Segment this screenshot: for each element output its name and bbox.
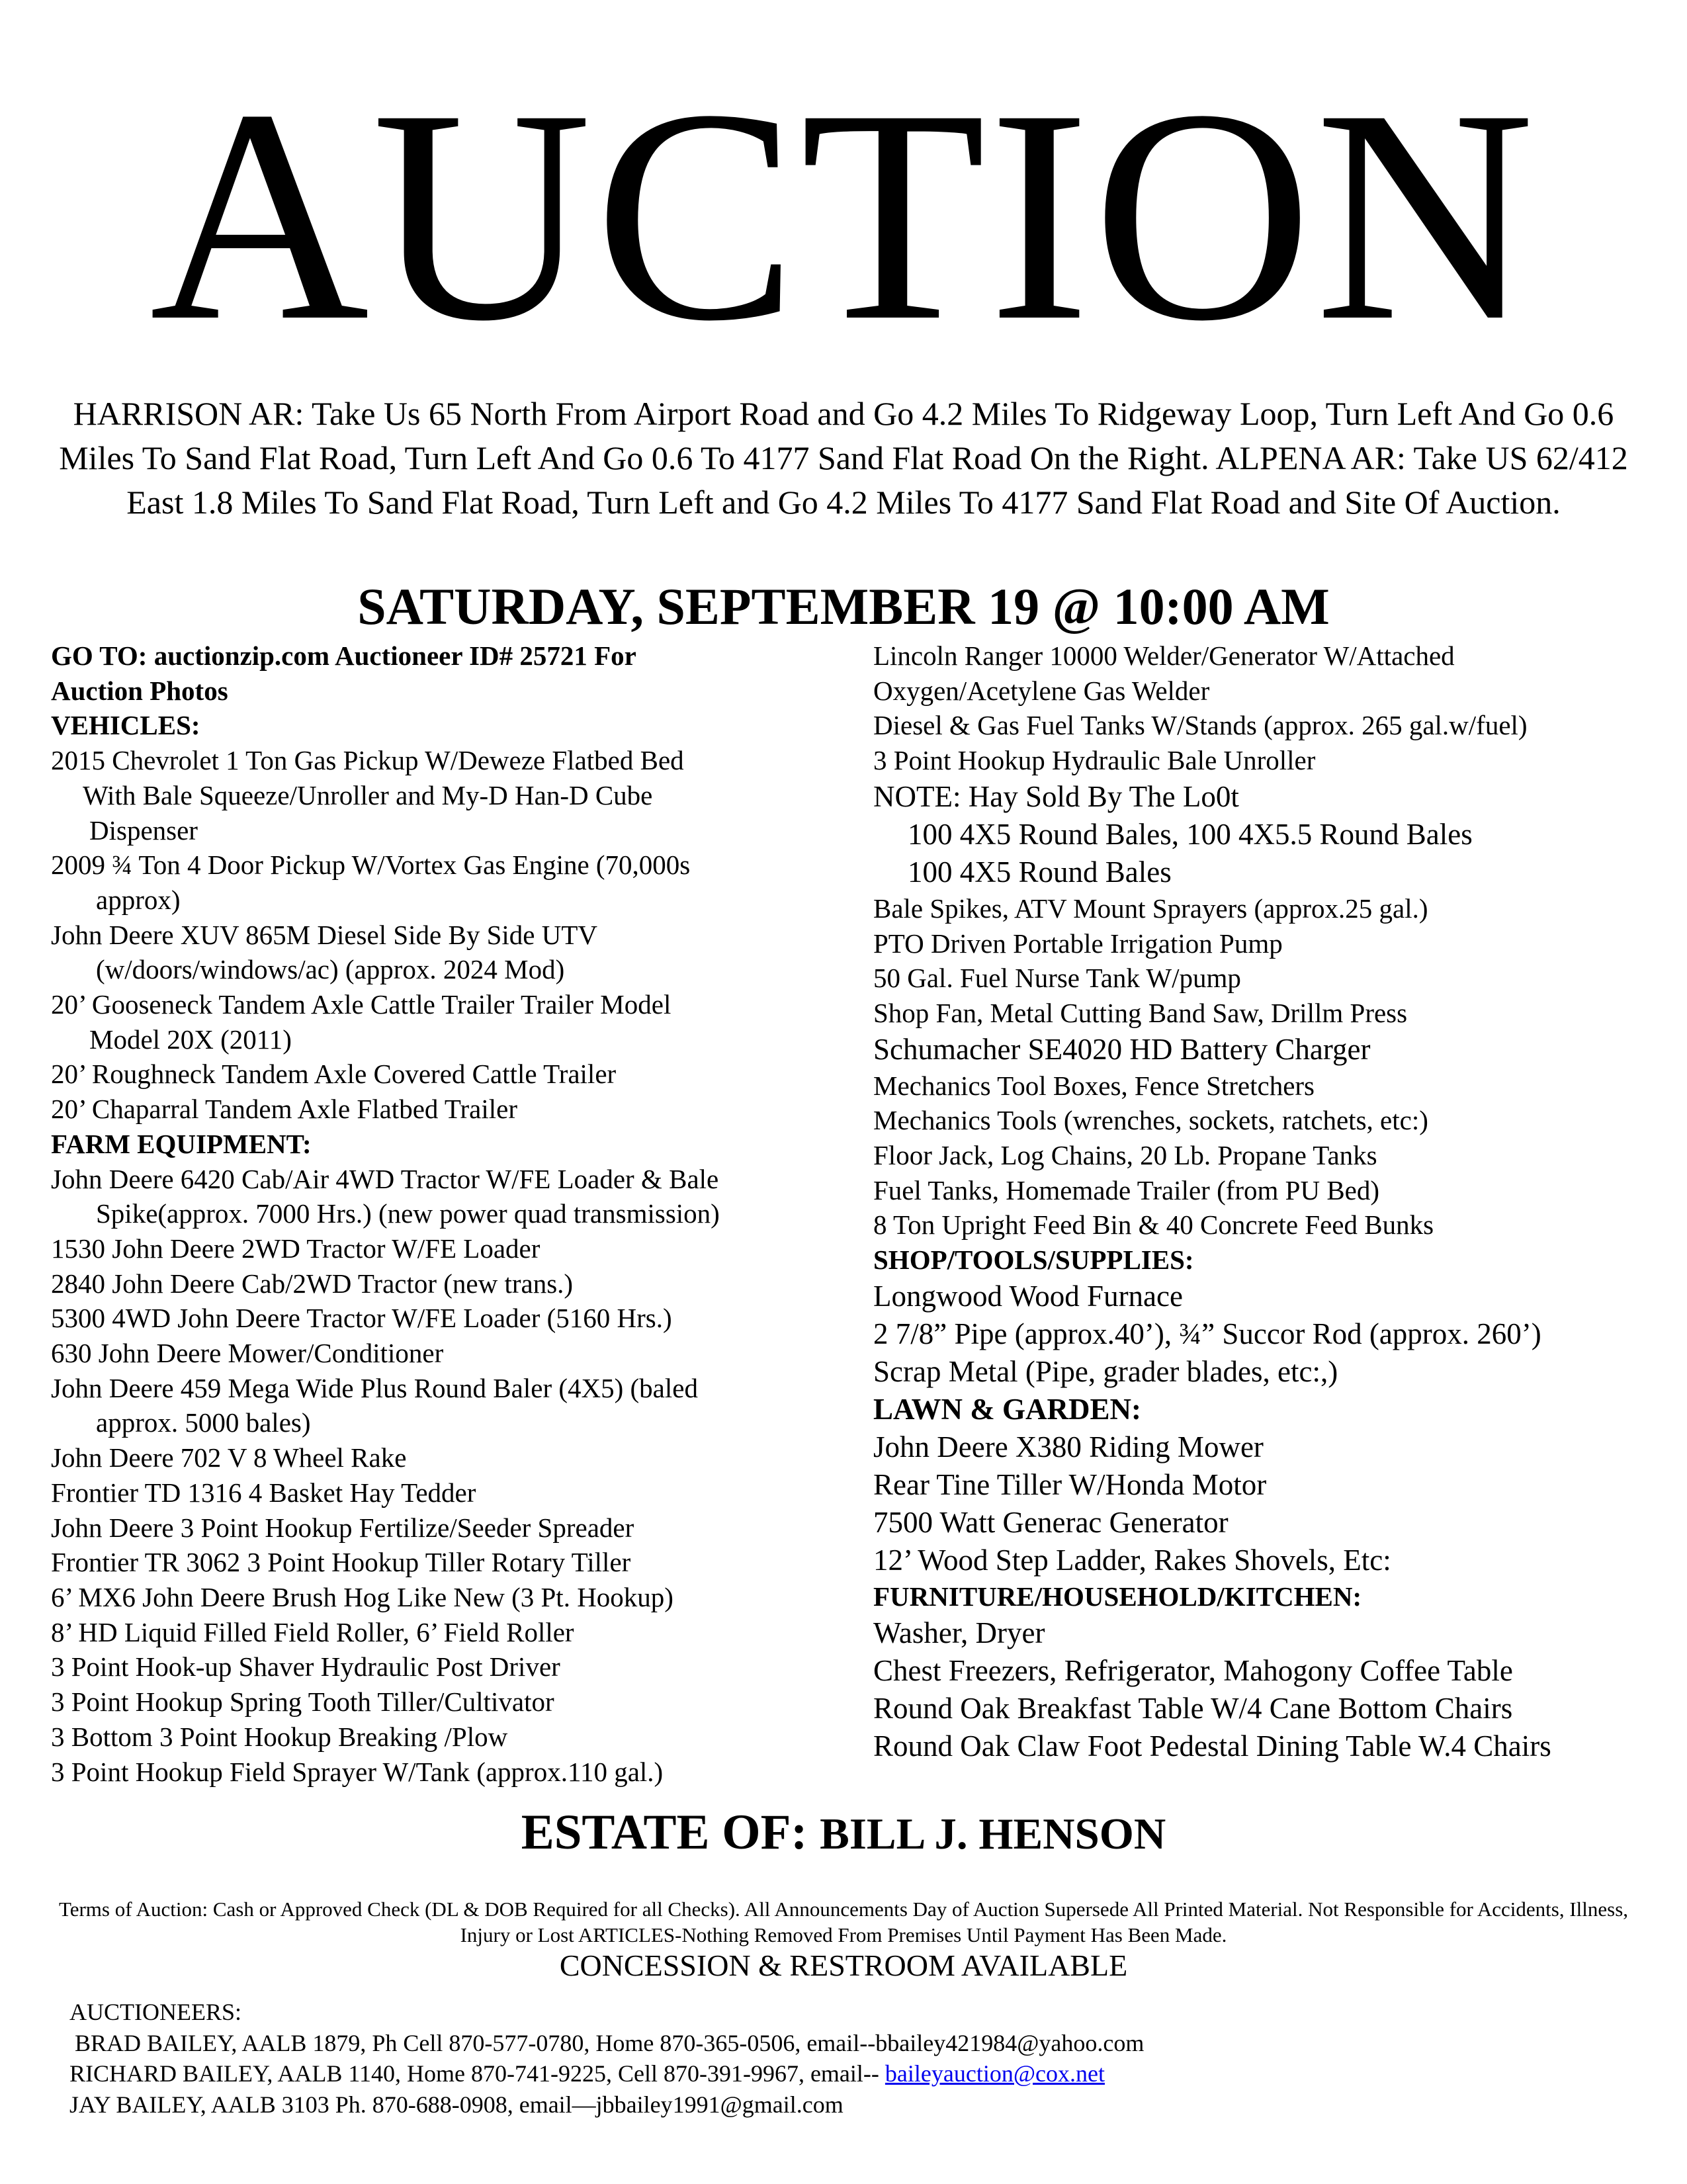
auctioneer-richard xyxy=(69,2058,1144,2089)
auction-date: SATURDAY, SEPTEMBER 19 @ 10:00 AM xyxy=(357,578,1330,635)
lawn-item: Rear Tine Tiller W/Honda Motor xyxy=(873,1467,1267,1501)
lawn-item: 7500 Watt Generac Generator xyxy=(873,1505,1229,1539)
farm-item: 2840 John Deere Cab/2WD Tractor (new trans.) xyxy=(51,1268,574,1299)
farm-item: 3 Bottom 3 Point Hookup Breaking /Plow xyxy=(51,1721,508,1752)
furniture-item: Chest Freezers, Refrigerator, Mahogony Coffee Table xyxy=(873,1653,1513,1687)
goto-line-1: GO TO: auctionzip.com Auctioneer ID# 25721 For xyxy=(51,640,636,671)
misc-item: Fuel Tanks, Homemade Trailer (from PU Bed) xyxy=(873,1174,1380,1205)
vehicle-line: 20’ Chaparral Tandem Axle Flatbed Trailer xyxy=(51,1094,517,1125)
farm-item: approx. 5000 bales) xyxy=(96,1407,311,1438)
vehicle-item xyxy=(51,987,845,1057)
misc-item: Shop Fan, Metal Cutting Band Saw, Drillm Press xyxy=(873,997,1408,1028)
vehicle-line: Dispenser xyxy=(89,814,198,846)
auctioneer-richard-text: RICHARD BAILEY, AALB 1140, Home 870-741-9225, Cell 870-391-9967, email-- xyxy=(69,2060,885,2087)
misc-item: Floor Jack, Log Chains, 20 Lb. Propane Tanks xyxy=(873,1140,1377,1171)
misc-item: 3 Point Hookup Hydraulic Bale Unroller xyxy=(873,745,1316,776)
misc-item: PTO Driven Portable Irrigation Pump xyxy=(873,928,1283,959)
auctioneer-jay: JAY BAILEY, AALB 3103 Ph. 870-688-0908, email—jbbailey1991@gmail.com xyxy=(69,2091,844,2118)
shop-item: Longwood Wood Furnace xyxy=(873,1279,1183,1313)
page-title: AUCTION xyxy=(150,46,1537,384)
farm-equipment-heading: FARM EQUIPMENT: xyxy=(51,1128,312,1159)
farm-item: 630 John Deere Mower/Conditioner xyxy=(51,1338,444,1369)
lawn-garden-heading: LAWN & GARDEN: xyxy=(873,1392,1141,1426)
vehicle-line: approx) xyxy=(96,884,181,915)
farm-item: John Deere 459 Mega Wide Plus Round Baler (4X5) (baled xyxy=(51,1372,698,1403)
furniture-item: Round Oak Claw Foot Pedestal Dining Table W.4 Chairs xyxy=(873,1729,1551,1763)
lawn-item: 12’ Wood Step Ladder, Rakes Shovels, Etc: xyxy=(873,1543,1391,1577)
vehicle-line: 2015 Chevrolet 1 Ton Gas Pickup W/Deweze Flatbed Bed xyxy=(51,745,684,776)
richard-email-link[interactable]: baileyauction@cox.net xyxy=(885,2060,1105,2087)
misc-item: Mechanics Tool Boxes, Fence Stretchers xyxy=(873,1070,1315,1101)
left-column xyxy=(51,638,845,1789)
farm-item: John Deere 3 Point Hookup Fertilize/Seeder Spreader xyxy=(51,1512,634,1543)
right-column xyxy=(873,638,1667,1765)
vehicle-item xyxy=(51,1092,845,1127)
vehicle-line: 2009 ¾ Ton 4 Door Pickup W/Vortex Gas Engine (70,000s xyxy=(51,850,691,881)
vehicles-heading: VEHICLES: xyxy=(51,710,200,741)
vehicle-line: John Deere XUV 865M Diesel Side By Side UTV xyxy=(51,919,597,950)
concession-notice: CONCESSION & RESTROOM AVAILABLE xyxy=(559,1948,1128,1982)
farm-item: John Deere 6420 Cab/Air 4WD Tractor W/FE Loader & Bale xyxy=(51,1163,719,1194)
farm-item: Frontier TR 3062 3 Point Hookup Tiller Rotary Tiller xyxy=(51,1547,631,1578)
auctioneer-brad: BRAD BAILEY, AALB 1879, Ph Cell 870-577-0780, Home 870-365-0506, email--bbailey421984@yahoo.com xyxy=(75,2029,1145,2056)
vehicle-line: (w/doors/windows/ac) (approx. 2024 Mod) xyxy=(96,954,565,985)
vehicle-line: 20’ Roughneck Tandem Axle Covered Cattle Trailer xyxy=(51,1059,617,1090)
auctioneers-block xyxy=(69,1997,1144,2120)
directions-text: HARRISON AR: Take Us 65 North From Airport Road and Go 4.2 Miles To Ridgeway Loop, Turn Left And Go 0.6 Miles To Sand Flat Road, Turn Left And Go 0.6 To 4177 Sand Flat Road On the Right. ALPENA AR: Take US 62/412 East 1.8 Miles To Sand Flat Road, Turn Left and Go 4.2 Miles To 4177 Sand Flat Road and Site Of Auction. xyxy=(59,395,1628,521)
hay-item: 100 4X5 Round Bales, 100 4X5.5 Round Bales xyxy=(908,817,1473,851)
farm-item: 8’ HD Liquid Filled Field Roller, 6’ Field Roller xyxy=(51,1616,574,1647)
vehicle-item xyxy=(51,848,845,917)
vehicle-line: Model 20X (2011) xyxy=(89,1024,292,1055)
vehicle-item xyxy=(51,743,845,848)
misc-item: 8 Ton Upright Feed Bin & 40 Concrete Feed Bunks xyxy=(873,1209,1434,1241)
misc-item: Schumacher SE4020 HD Battery Charger xyxy=(873,1032,1371,1066)
estate-name: BILL J. HENSON xyxy=(820,1810,1166,1858)
farm-item: 3 Point Hookup Spring Tooth Tiller/Cultivator xyxy=(51,1686,554,1718)
misc-item: Oxygen/Acetylene Gas Welder xyxy=(873,675,1210,706)
furniture-item: Washer, Dryer xyxy=(873,1616,1045,1649)
shop-tools-heading: SHOP/TOOLS/SUPPLIES: xyxy=(873,1245,1194,1276)
shop-item: Scrap Metal (Pipe, grader blades, etc:,) xyxy=(873,1354,1338,1388)
hay-item: 100 4X5 Round Bales xyxy=(908,855,1172,889)
estate-line xyxy=(0,1805,1687,1860)
farm-item: 5300 4WD John Deere Tractor W/FE Loader (5160 Hrs.) xyxy=(51,1303,672,1334)
misc-item: Mechanics Tools (wrenches, sockets, ratchets, etc:) xyxy=(873,1105,1428,1136)
misc-item: 50 Gal. Fuel Nurse Tank W/pump xyxy=(873,963,1241,994)
vehicle-item xyxy=(51,1057,845,1092)
misc-item: Diesel & Gas Fuel Tanks W/Stands (approx. 265 gal.w/fuel) xyxy=(873,710,1528,741)
vehicle-line: 20’ Gooseneck Tandem Axle Cattle Trailer Trailer Model xyxy=(51,989,671,1020)
furniture-item: Round Oak Breakfast Table W/4 Cane Bottom Chairs xyxy=(873,1691,1513,1725)
goto-line-2: Auction Photos xyxy=(51,675,228,706)
farm-item: 1530 John Deere 2WD Tractor W/FE Loader xyxy=(51,1233,541,1264)
hay-note: NOTE: Hay Sold By The Lo0t xyxy=(873,779,1239,813)
vehicle-item xyxy=(51,918,845,987)
lawn-item: John Deere X380 Riding Mower xyxy=(873,1430,1264,1463)
vehicle-line: With Bale Squeeze/Unroller and My-D Han-D Cube xyxy=(83,779,653,810)
shop-item: 2 7/8” Pipe (approx.40’), ¾” Succor Rod (approx. 260’) xyxy=(873,1317,1541,1350)
farm-item: 3 Point Hook-up Shaver Hydraulic Post Driver xyxy=(51,1651,560,1682)
misc-item: Bale Spikes, ATV Mount Sprayers (approx.25 gal.) xyxy=(873,893,1428,924)
auctioneers-heading: AUCTIONEERS: xyxy=(69,1999,241,2025)
farm-item: Frontier TD 1316 4 Basket Hay Tedder xyxy=(51,1477,476,1508)
farm-item: Spike(approx. 7000 Hrs.) (new power quad transmission) xyxy=(96,1198,720,1229)
furniture-heading: FURNITURE/HOUSEHOLD/KITCHEN: xyxy=(873,1581,1362,1612)
farm-item: John Deere 702 V 8 Wheel Rake xyxy=(51,1442,407,1473)
terms-of-auction: Terms of Auction: Cash or Approved Check (DL & DOB Required for all Checks). All Announcements Day of Auction Supersede All Printed Material. Not Responsible for Accidents, Illness, Injury or Lost ARTICLES-Nothing Removed From Premises Until Payment Has Been Made. xyxy=(58,1898,1629,1946)
estate-label: ESTATE OF: xyxy=(521,1805,808,1860)
farm-item: 3 Point Hookup Field Sprayer W/Tank (approx.110 gal.) xyxy=(51,1756,664,1787)
farm-item: 6’ MX6 John Deere Brush Hog Like New (3 Pt. Hookup) xyxy=(51,1581,673,1612)
misc-item: Lincoln Ranger 10000 Welder/Generator W/Attached xyxy=(873,640,1455,671)
